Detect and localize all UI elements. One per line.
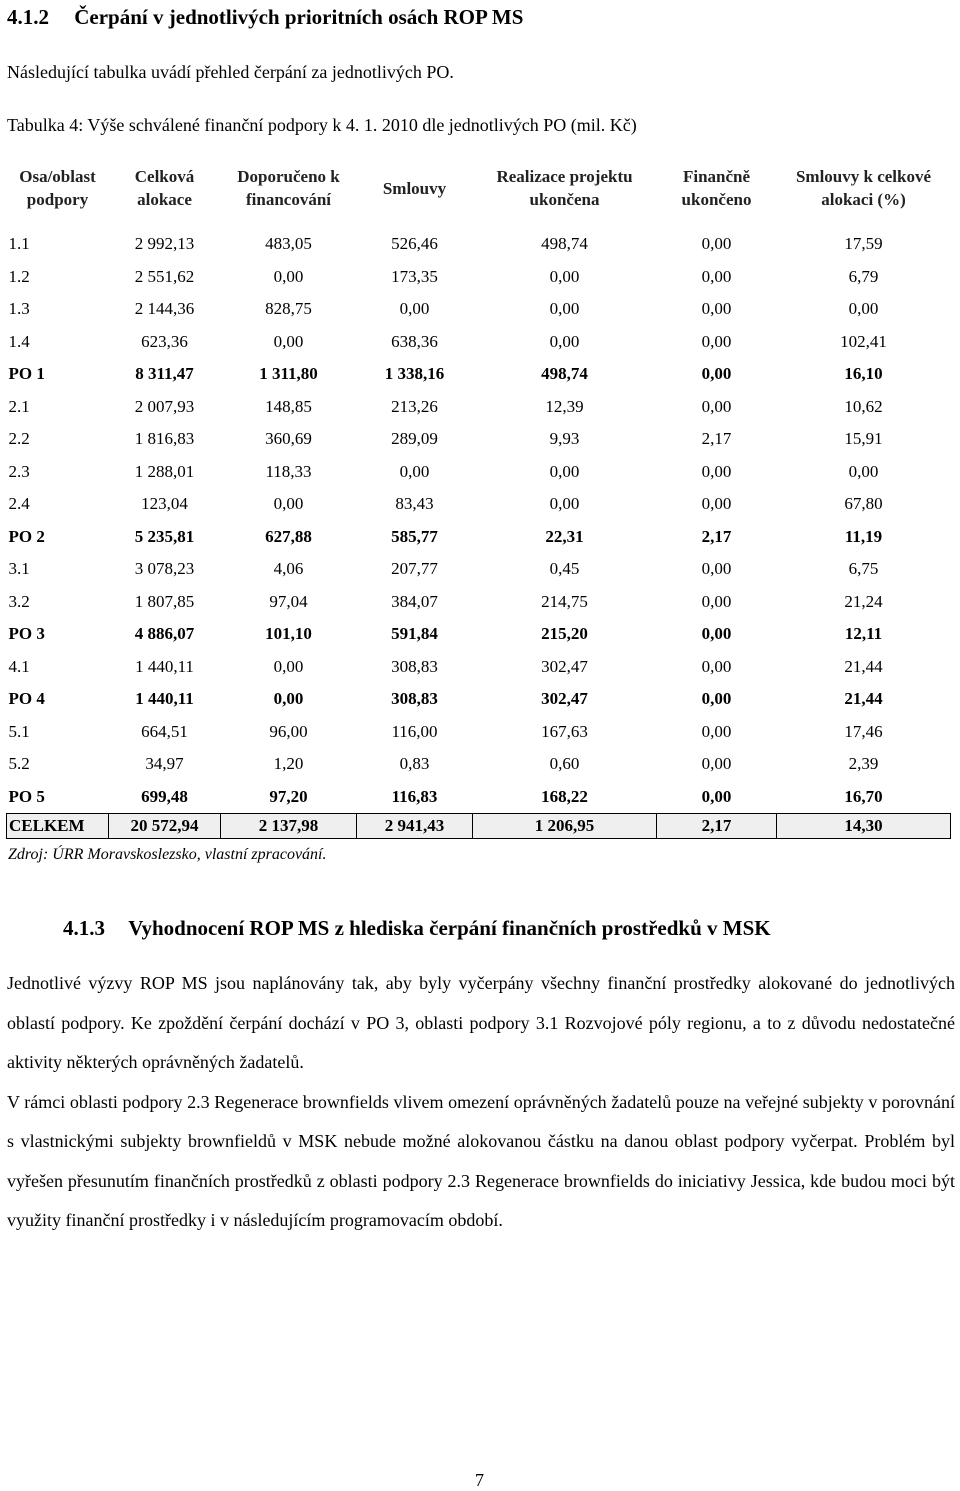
cell-allocation: 4 886,07 (134, 624, 195, 644)
cell-completed: 1 206,95 (473, 814, 657, 839)
section-heading-4-1-3 (63, 916, 771, 941)
cell-recommended: 1 311,80 (259, 364, 318, 384)
cell-completed: 0,60 (549, 754, 580, 774)
cell-contracts: 116,00 (391, 721, 438, 741)
cell-financially-closed: 0,00 (701, 721, 732, 741)
table-row-subtotal (7, 781, 951, 814)
cell-financially-closed: 2,17 (657, 814, 777, 839)
cell-ratio: 21,24 (844, 591, 883, 611)
table-header-row (7, 148, 951, 228)
cell-contracts: 1 338,16 (384, 364, 445, 384)
cell-completed: 498,74 (541, 364, 588, 384)
cell-area: 5.2 (8, 754, 30, 774)
cell-area: 1.1 (8, 234, 30, 254)
table-row (7, 456, 951, 489)
cell-area: CELKEM (7, 814, 109, 839)
cell-allocation: 1 440,11 (135, 689, 194, 709)
cell-allocation: 1 816,83 (134, 429, 195, 449)
cell-completed: 302,47 (541, 689, 588, 709)
cell-completed: 0,00 (549, 266, 580, 286)
cell-ratio: 102,41 (840, 331, 887, 351)
cell-recommended: 0,00 (273, 656, 304, 676)
cell-recommended: 0,00 (273, 689, 304, 709)
cell-allocation: 34,97 (145, 754, 184, 774)
cell-completed: 167,63 (541, 721, 588, 741)
col-header-area: Osa/oblast podpory (19, 167, 96, 209)
section-number: 4.1.3 (63, 916, 105, 940)
table-row-subtotal (7, 683, 951, 716)
cell-completed: 0,00 (549, 494, 580, 514)
cell-recommended: 4,06 (273, 559, 304, 579)
table-row (7, 261, 951, 294)
col-header-ratio: Smlouvy k celkové alokaci (%) (795, 167, 932, 209)
cell-financially-closed: 0,00 (701, 396, 732, 416)
funding-table (6, 148, 951, 839)
cell-area: 5.1 (8, 721, 30, 741)
table-row (7, 716, 951, 749)
cell-recommended: 0,00 (273, 266, 304, 286)
cell-financially-closed: 0,00 (701, 494, 732, 514)
cell-recommended: 0,00 (273, 331, 304, 351)
cell-contracts: 116,83 (357, 781, 473, 814)
cell-contracts: 308,83 (391, 689, 438, 709)
cell-ratio: 16,70 (777, 781, 951, 814)
cell-completed: 498,74 (541, 234, 588, 254)
cell-completed: 214,75 (541, 591, 588, 611)
body-text (7, 964, 955, 1241)
cell-allocation: 664,51 (141, 721, 188, 741)
col-header-completed: Realizace projektu ukončena (496, 167, 633, 209)
table-row (7, 326, 951, 359)
table-row (7, 553, 951, 586)
cell-financially-closed: 0,00 (701, 689, 732, 709)
table-row (7, 748, 951, 781)
paragraph: Jednotlivé výzvy ROP MS jsou naplánovány tak, aby byly vyčerpány všechny finanční prostředky alokované do jednotlivých oblastí podpory. Ke zpoždění čerpání dochází v PO 3, oblasti podpory 3.1 Rozvojové póly regionu, a to z důvodu nedostatečné aktivity některých oprávněných žadatelů. (7, 973, 955, 1072)
cell-allocation: 2 992,13 (134, 234, 195, 254)
cell-recommended: 1,20 (273, 754, 304, 774)
cell-area: PO 3 (8, 624, 45, 644)
cell-contracts: 0,83 (399, 754, 430, 774)
cell-ratio: 11,19 (844, 526, 883, 546)
cell-recommended: 2 137,98 (221, 814, 357, 839)
cell-financially-closed: 0,00 (701, 591, 732, 611)
cell-allocation: 3 078,23 (134, 559, 195, 579)
cell-recommended: 0,00 (273, 494, 304, 514)
cell-financially-closed: 0,00 (701, 656, 732, 676)
cell-ratio: 2,39 (848, 754, 879, 774)
cell-completed: 22,31 (545, 526, 584, 546)
cell-completed: 12,39 (545, 396, 584, 416)
cell-allocation: 8 311,47 (135, 364, 194, 384)
cell-ratio: 21,44 (844, 656, 883, 676)
col-header-contracts: Smlouvy (382, 178, 447, 198)
cell-completed: 0,00 (549, 299, 580, 319)
cell-completed: 9,93 (549, 429, 580, 449)
cell-recommended: 627,88 (265, 526, 312, 546)
section-heading-4-1-2 (7, 5, 523, 30)
cell-completed: 0,45 (549, 559, 580, 579)
cell-area: 4.1 (8, 656, 30, 676)
cell-contracts: 384,07 (391, 591, 438, 611)
cell-area: 1.3 (8, 299, 30, 319)
cell-allocation: 5 235,81 (134, 526, 195, 546)
cell-financially-closed: 2,17 (701, 526, 732, 546)
cell-financially-closed: 0,00 (657, 781, 777, 814)
cell-financially-closed: 0,00 (701, 754, 732, 774)
source-note: Zdroj: ÚRR Moravskoslezsko, vlastní zpracování. (8, 846, 327, 863)
col-header-financially-closed: Finančně ukončeno (681, 167, 752, 209)
intro-text: Následující tabulka uvádí přehled čerpání za jednotlivých PO. (7, 62, 454, 82)
cell-completed: 0,00 (549, 331, 580, 351)
cell-area: PO 1 (8, 364, 45, 384)
cell-recommended: 97,20 (221, 781, 357, 814)
cell-contracts: 591,84 (391, 624, 438, 644)
cell-financially-closed: 0,00 (701, 461, 732, 481)
cell-recommended: 148,85 (265, 396, 312, 416)
cell-area: 3.1 (8, 559, 30, 579)
table-row (7, 228, 951, 261)
table-row-subtotal (7, 358, 951, 391)
cell-recommended: 360,69 (265, 429, 312, 449)
cell-completed: 302,47 (541, 656, 588, 676)
cell-financially-closed: 0,00 (701, 624, 732, 644)
cell-completed: 215,20 (541, 624, 588, 644)
cell-ratio: 17,59 (844, 234, 883, 254)
col-header-recommended: Doporučeno k financování (237, 167, 340, 209)
cell-ratio: 15,91 (844, 429, 883, 449)
cell-allocation: 1 807,85 (134, 591, 195, 611)
cell-contracts: 526,46 (391, 234, 438, 254)
cell-contracts: 638,36 (391, 331, 438, 351)
cell-recommended: 483,05 (265, 234, 312, 254)
table-row-total (7, 814, 951, 839)
cell-ratio: 12,11 (844, 624, 883, 644)
cell-area: 2.3 (8, 461, 30, 481)
cell-ratio: 14,30 (777, 814, 951, 839)
cell-contracts: 585,77 (391, 526, 438, 546)
cell-contracts: 213,26 (391, 396, 438, 416)
cell-recommended: 96,00 (269, 721, 308, 741)
cell-area: 2.1 (8, 396, 30, 416)
table-row (7, 391, 951, 424)
cell-recommended: 118,33 (265, 461, 312, 481)
col-header-allocation: Celková alokace (134, 167, 195, 209)
table-row (7, 488, 951, 521)
cell-allocation: 20 572,94 (109, 814, 221, 839)
section-title: Čerpání v jednotlivých prioritních osách ROP MS (74, 5, 524, 29)
cell-ratio: 21,44 (844, 689, 883, 709)
cell-area: PO 4 (8, 689, 45, 709)
section-number: 4.1.2 (7, 5, 49, 29)
cell-contracts: 0,00 (399, 461, 430, 481)
cell-contracts: 289,09 (391, 429, 438, 449)
paragraph: V rámci oblasti podpory 2.3 Regenerace brownfields vlivem omezení oprávněných žadatelů pouze na veřejné subjekty v porovnání s vlastnickými subjekty brownfieldů v MSK nebude možné alokovanou částku na danou oblast podpory vyčerpat. Problém byl vyřešen přesunutím finančních prostředků z oblasti podpory 2.3 Regenerace brownfields do iniciativy Jessica, kde budou moci být využity finanční prostředky i v následujícím programovacím období. (7, 1091, 955, 1230)
cell-area: PO 5 (7, 781, 109, 814)
cell-financially-closed: 0,00 (701, 266, 732, 286)
cell-contracts: 308,83 (391, 656, 438, 676)
cell-ratio: 16,10 (844, 364, 883, 384)
cell-ratio: 6,79 (848, 266, 879, 286)
cell-contracts: 83,43 (395, 494, 434, 514)
cell-allocation: 699,48 (109, 781, 221, 814)
page-number: 7 (475, 1470, 484, 1490)
table-row (7, 423, 951, 456)
table-row (7, 293, 951, 326)
cell-financially-closed: 0,00 (701, 299, 732, 319)
cell-financially-closed: 0,00 (701, 559, 732, 579)
table-caption: Tabulka 4: Výše schválené finanční podpory k 4. 1. 2010 dle jednotlivých PO (mil. Kč) (7, 115, 637, 135)
cell-recommended: 97,04 (269, 591, 308, 611)
cell-financially-closed: 0,00 (701, 331, 732, 351)
cell-allocation: 1 440,11 (135, 656, 194, 676)
table-row-subtotal (7, 618, 951, 651)
table-row-subtotal (7, 521, 951, 554)
cell-allocation: 2 144,36 (134, 299, 195, 319)
cell-area: 1.2 (8, 266, 30, 286)
cell-ratio: 67,80 (844, 494, 883, 514)
cell-area: 2.4 (8, 494, 30, 514)
cell-ratio: 10,62 (844, 396, 883, 416)
cell-area: 1.4 (8, 331, 30, 351)
cell-allocation: 123,04 (141, 494, 188, 514)
cell-ratio: 0,00 (848, 461, 879, 481)
cell-allocation: 1 288,01 (134, 461, 195, 481)
cell-area: PO 2 (8, 526, 45, 546)
cell-financially-closed: 2,17 (701, 429, 732, 449)
cell-financially-closed: 0,00 (701, 234, 732, 254)
cell-financially-closed: 0,00 (701, 364, 732, 384)
table-row (7, 586, 951, 619)
cell-contracts: 0,00 (399, 299, 430, 319)
cell-allocation: 2 007,93 (134, 396, 195, 416)
cell-completed: 0,00 (549, 461, 580, 481)
cell-allocation: 2 551,62 (134, 266, 195, 286)
cell-area: 2.2 (8, 429, 30, 449)
cell-recommended: 101,10 (265, 624, 312, 644)
cell-recommended: 828,75 (265, 299, 312, 319)
cell-ratio: 0,00 (848, 299, 879, 319)
cell-allocation: 623,36 (141, 331, 188, 351)
cell-contracts: 207,77 (391, 559, 438, 579)
cell-ratio: 17,46 (844, 721, 883, 741)
table-row (7, 651, 951, 684)
table-body (7, 228, 951, 839)
cell-completed: 168,22 (473, 781, 657, 814)
cell-area: 3.2 (8, 591, 30, 611)
cell-contracts: 173,35 (391, 266, 438, 286)
cell-contracts: 2 941,43 (357, 814, 473, 839)
section-title: Vyhodnocení ROP MS z hlediska čerpání finančních prostředků v MSK (128, 916, 771, 940)
cell-ratio: 6,75 (848, 559, 879, 579)
